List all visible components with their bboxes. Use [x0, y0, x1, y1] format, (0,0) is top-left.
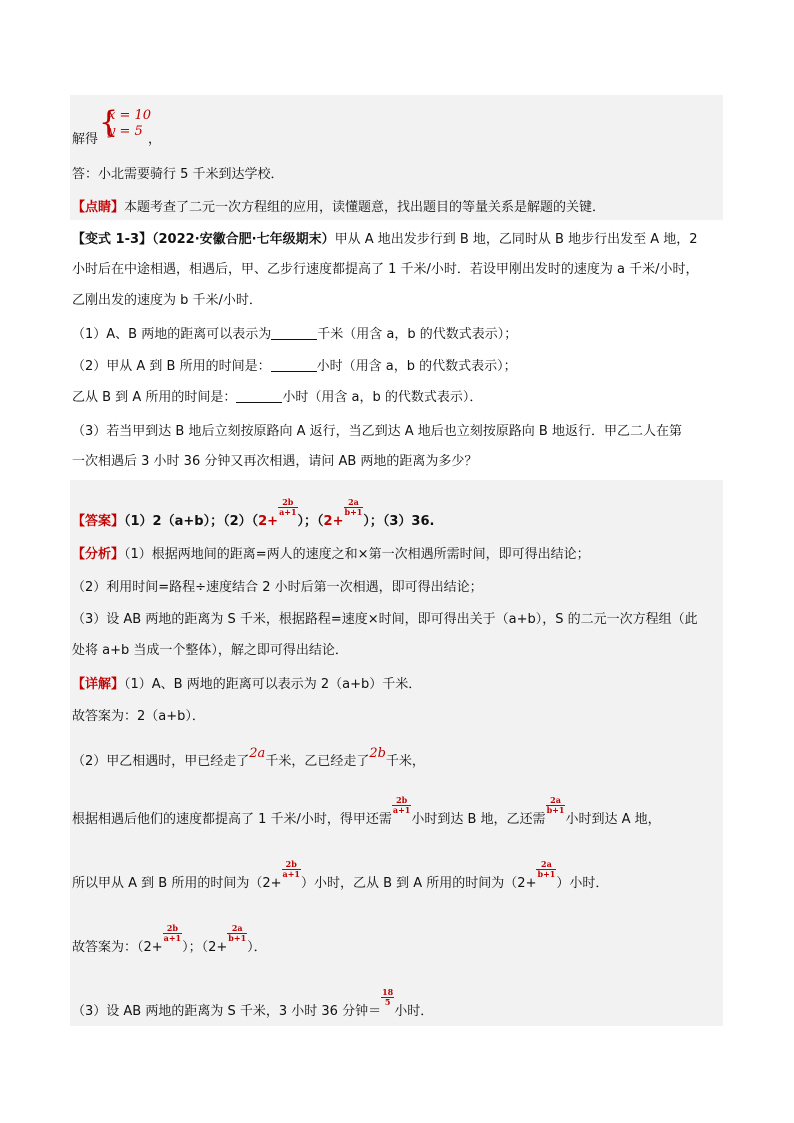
detail-frac-2: $\frac{2a}{b+1}$	[546, 795, 565, 815]
detail-tag: 【详解】	[72, 677, 125, 692]
dianjing-text: 本题考查了二元一次方程组的应用，读懂题意，找出题目的等量关系是解题的关键．	[124, 200, 606, 215]
equation-y: y = 5	[108, 124, 143, 139]
system-brace: {	[99, 105, 119, 140]
equation-x: x = 10	[108, 108, 152, 123]
distance-a: 2a	[249, 746, 266, 761]
answer-line: 【答案】（1）2（a+b）；（2）（2+ $\frac{2b}{a+1}$ ）；（2+ $\frac{2a}{b+1}$ ）；（3）36.	[72, 497, 435, 529]
answer-frac-2: $\frac{2a}{b+1}$	[344, 497, 363, 517]
analysis-line-4: 处将 a+b 当成一个整体），解之即可得出结论．	[72, 643, 348, 658]
problem-line-1: 【变式 1-3】（2022·安徽合肥·七年级期末）甲从 A 地出发步行到 B 地，乙同时从 B 地步行出发至 A 地，2	[72, 232, 698, 247]
answer-blank-2[interactable]	[271, 357, 317, 372]
problem-source: （2022·安徽合肥·七年级期末）	[152, 232, 335, 247]
detail-line-6: 故答案为：（2+ $\frac{2b}{a+1}$ ）；（2+ $\frac{2a}{b+1}$ ）．	[72, 923, 267, 955]
question-1: （1）A、B 两地的距离可以表示为 千米（用含 a，b 的代数式表示）；	[72, 327, 518, 342]
detail-line-5: 所以甲从 A 到 B 所用的时间为（2+ $\frac{2b}{a+1}$ ）小时，乙从 B 到 A 所用的时间为（2+ $\frac{2a}{b+1}$ ）小时．	[72, 859, 609, 891]
jiede-comma: ，	[148, 132, 162, 147]
time-frac: $\frac{18}{5}$	[382, 987, 394, 1007]
answer-blank-1[interactable]	[271, 325, 317, 340]
problem-line-2: 小时后在中途相遇，相遇后，甲、乙步行速度都提高了 1 千米/小时．若设甲刚出发时的速度为 a 千米/小时，	[72, 262, 699, 277]
detail-line-7: （3）设 AB 两地的距离为 S 千米，3 小时 36 分钟＝ $\frac{18}{5}$ 小时．	[72, 987, 434, 1019]
distance-b: 2b	[369, 746, 386, 761]
jiede-line: 解得	[72, 132, 99, 147]
detail-line-2: 故答案为：2（a+b）．	[72, 709, 205, 724]
question-2: （2）甲从 A 到 B 所用的时间是： 小时（用含 a，b 的代数式表示）；	[72, 359, 517, 374]
detail-frac-5: $\frac{2b}{a+1}$	[163, 923, 182, 943]
detail-frac-1: $\frac{2b}{a+1}$	[392, 795, 411, 815]
detail-line-3: （2）甲乙相遇时，甲已经走了2a千米，乙已经走了2b千米，	[72, 746, 425, 769]
detail-line-1: 【详解】（1）A、B 两地的距离可以表示为 2（a+b）千米．	[72, 677, 422, 692]
detail-frac-4: $\frac{2a}{b+1}$	[537, 859, 556, 879]
detail-line-4: 根据相遇后他们的速度都提高了 1 千米/小时，得甲还需 $\frac{2b}{a+1}$ 小时到达 B 地，乙还需 $\frac{2a}{b+1}$ 小时到达 A 地，	[72, 795, 661, 827]
analysis-line-3: （3）设 AB 两地的距离为 S 千米，根据路程=速度×时间，即可得出关于（a+b），S 的二元一次方程组（此	[72, 612, 698, 627]
dianjing-tag: 【点睛】	[72, 200, 125, 215]
detail-frac-6: $\frac{2a}{b+1}$	[228, 923, 247, 943]
dianjing-line	[72, 198, 605, 218]
problem-tag: 【变式 1-3】	[72, 232, 153, 247]
solution-answer: 答：小北需要骑行 5 千米到达学校．	[72, 167, 284, 182]
answer-tag: 【答案】	[72, 514, 125, 529]
question-3-line-1: （3）若当甲到达 B 地后立刻按原路向 A 返行，当乙到达 A 地后也立刻按原路向 B 地返行．甲乙二人在第	[72, 424, 682, 439]
question-2b: 乙从 B 到 A 所用的时间是： 小时（用含 a，b 的代数式表示）．	[72, 390, 483, 405]
analysis-line-1: 【分析】（1）根据两地间的距离=两人的速度之和×第一次相遇所需时间，即可得出结论；	[72, 547, 590, 562]
analysis-line-2: （2）利用时间=路程÷速度结合 2 小时后第一次相遇，即可得出结论；	[72, 580, 483, 595]
question-3-line-2: 一次相遇后 3 小时 36 分钟又再次相遇，请问 AB 两地的距离为多少？	[72, 454, 478, 469]
problem-line-3: 乙刚出发的速度为 b 千米/小时．	[72, 293, 262, 308]
detail-frac-3: $\frac{2b}{a+1}$	[282, 859, 300, 879]
analysis-tag: 【分析】	[72, 547, 125, 562]
answer-blank-3[interactable]	[236, 388, 282, 403]
answer-frac-1: $\frac{2b}{a+1}$	[279, 497, 297, 517]
